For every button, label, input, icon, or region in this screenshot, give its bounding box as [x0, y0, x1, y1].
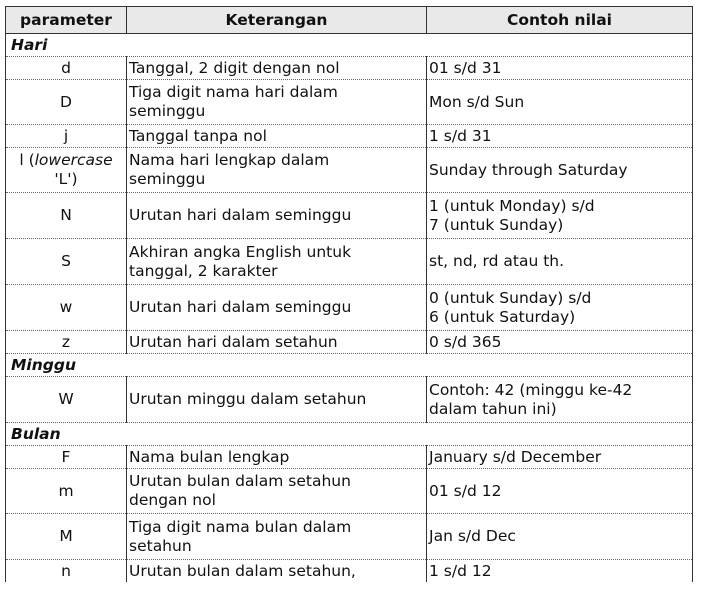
desc-cell: Urutan hari dalam setahun [127, 331, 427, 354]
table-row [6, 285, 693, 331]
desc-line: Urutan bulan dalam setahun [129, 472, 351, 490]
desc-line: seminggu [129, 102, 206, 120]
desc-line: setahun [129, 536, 192, 555]
param-text-italic: lowercase [34, 151, 113, 169]
example-line: Contoh: 42 (minggu ke-42 [429, 380, 633, 399]
table-row [6, 125, 693, 148]
example-line: 1 (untuk Monday) s/d [429, 196, 595, 215]
desc-cell: Urutan bulan dalam setahun, [127, 560, 427, 583]
desc-cell [127, 239, 427, 285]
desc-line: Tiga digit nama hari dalam [129, 83, 338, 101]
example-line: 7 (untuk Sunday) [429, 215, 564, 234]
table-row [6, 514, 693, 560]
example-cell: 1 s/d 31 [427, 125, 693, 148]
example-cell: January s/d December [427, 446, 693, 469]
example-line: 0 (untuk Sunday) s/d [429, 288, 592, 307]
desc-line: Akhiran angka English untuk [129, 242, 352, 261]
example-cell: 0 s/d 365 [427, 331, 693, 354]
example-line: dalam tahun ini) [429, 399, 557, 418]
section-row-bulan [6, 423, 693, 446]
param-cell: F [6, 446, 127, 469]
reference-table-wrapper [5, 6, 693, 582]
table-row [6, 239, 693, 285]
example-cell: 1 s/d 12 [427, 560, 693, 583]
example-cell [427, 377, 693, 423]
example-cell: 01 s/d 12 [427, 469, 693, 514]
param-cell: d [6, 57, 127, 80]
table-row [6, 560, 693, 583]
date-format-table [5, 6, 693, 582]
param-cell: z [6, 331, 127, 354]
desc-cell: Urutan hari dalam seminggu [127, 193, 427, 239]
example-line: 6 (untuk Saturday) [429, 307, 576, 326]
section-row-hari [6, 34, 693, 57]
table-row [6, 193, 693, 239]
section-row-minggu [6, 354, 693, 377]
param-cell: M [6, 514, 127, 560]
table-row [6, 148, 693, 193]
header-parameter: parameter [6, 7, 127, 34]
example-cell: 01 s/d 31 [427, 57, 693, 80]
example-cell: Mon s/d Sun [427, 80, 693, 125]
example-cell: Jan s/d Dec [427, 514, 693, 560]
param-cell: j [6, 125, 127, 148]
desc-cell [127, 469, 427, 514]
param-cell: W [6, 377, 127, 423]
section-title-minggu: Minggu [6, 354, 693, 377]
param-cell: N [6, 193, 127, 239]
desc-cell: Urutan hari dalam seminggu [127, 285, 427, 331]
table-header-row [6, 7, 693, 34]
table-row [6, 80, 693, 125]
param-cell: n [6, 560, 127, 583]
table-row [6, 331, 693, 354]
section-title-hari: Hari [6, 34, 693, 57]
desc-cell [127, 514, 427, 560]
table-row [6, 377, 693, 423]
desc-cell: Urutan minggu dalam setahun [127, 377, 427, 423]
desc-line: seminggu [129, 170, 206, 188]
desc-line: Nama hari lengkap dalam [129, 151, 330, 169]
param-cell: S [6, 239, 127, 285]
example-cell: Sunday through Saturday [427, 148, 693, 193]
section-title-bulan: Bulan [6, 423, 693, 446]
desc-cell [127, 80, 427, 125]
desc-line: tanggal, 2 karakter [129, 261, 278, 280]
header-keterangan: Keterangan [127, 7, 427, 34]
example-cell: st, nd, rd atau th. [427, 239, 693, 285]
param-cell: D [6, 80, 127, 125]
param-cell [6, 148, 127, 193]
table-row [6, 57, 693, 80]
param-cell: m [6, 469, 127, 514]
desc-cell: Tanggal tanpa nol [127, 125, 427, 148]
param-cell: w [6, 285, 127, 331]
desc-line: dengan nol [129, 491, 216, 509]
param-text: 'L') [54, 170, 78, 188]
desc-cell: Tanggal, 2 digit dengan nol [127, 57, 427, 80]
param-text: l ( [19, 151, 35, 169]
example-cell [427, 285, 693, 331]
example-cell [427, 193, 693, 239]
header-contoh-nilai: Contoh nilai [427, 7, 693, 34]
desc-cell [127, 148, 427, 193]
desc-cell: Nama bulan lengkap [127, 446, 427, 469]
table-row [6, 446, 693, 469]
desc-line: Tiga digit nama bulan dalam [129, 517, 352, 536]
table-row [6, 469, 693, 514]
